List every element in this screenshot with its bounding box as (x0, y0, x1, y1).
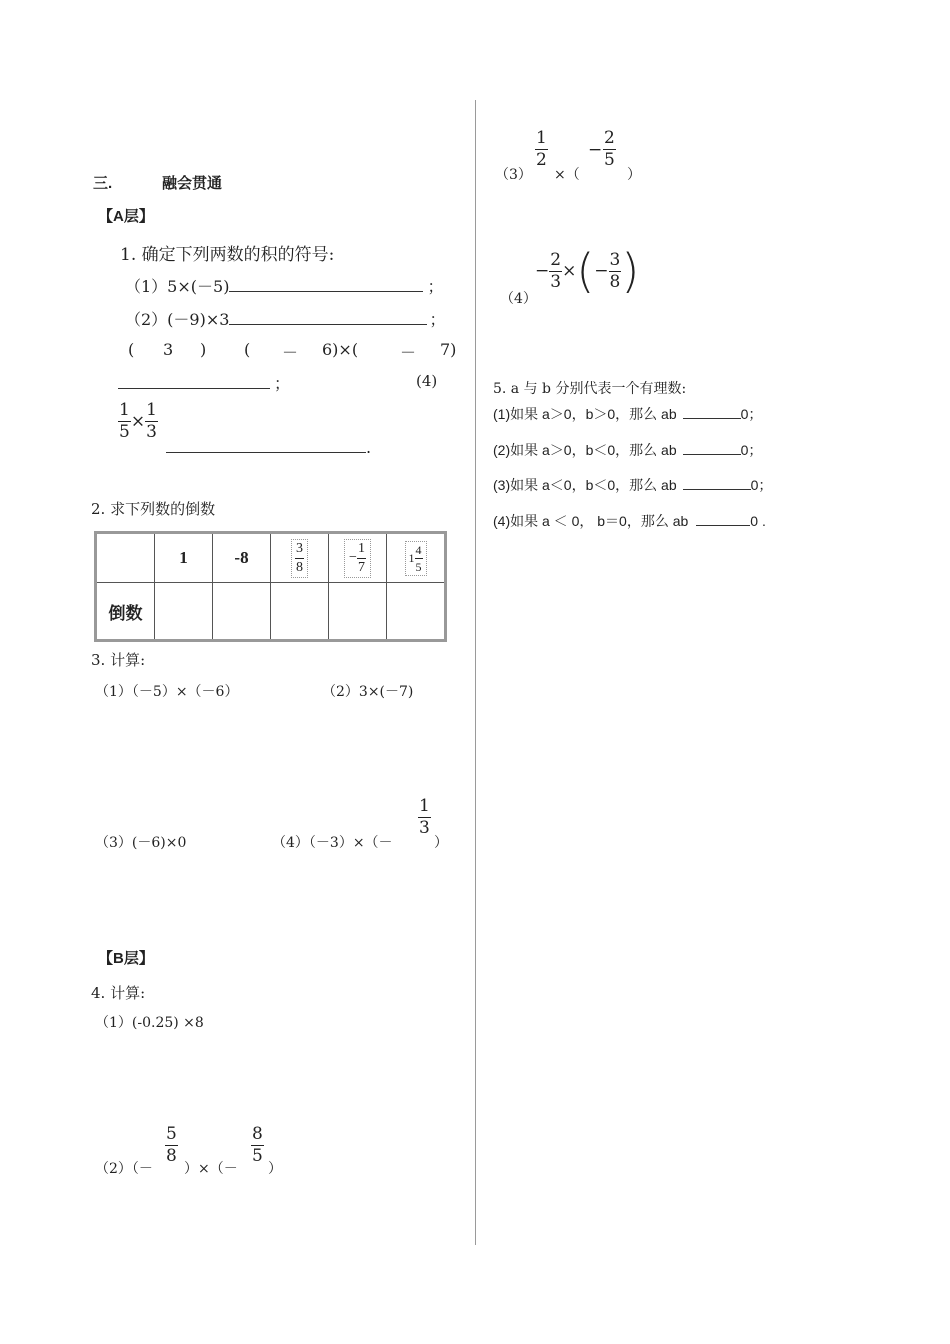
times-sign: × (562, 261, 577, 281)
q5-item-tail: 0 . (750, 513, 766, 529)
q3-title: 3. 计算: (91, 651, 146, 669)
q1-item4-answer (166, 436, 371, 457)
q5-item-text: (1)如果 a＞0，b＞0，那么 ab (493, 406, 677, 422)
q5-item-tail: 0； (750, 477, 773, 493)
q5-item-text: (4)如果 a ＜ 0， b＝0，那么 ab (493, 513, 689, 529)
fraction: $\frac{1}{3}$ (146, 400, 157, 442)
q3-item4: （4）（－3）×（－ (272, 835, 393, 851)
table-cell (387, 533, 446, 583)
table-cell: 1 (155, 533, 213, 583)
column-divider (475, 100, 476, 1245)
semicolon: ； (427, 277, 444, 296)
fraction: $\frac{1}{3}$ (419, 796, 430, 838)
q5-item-text: (3)如果 a＜0，b＜0，那么 ab (493, 477, 677, 493)
q1-item3-p5: 6)×( (322, 340, 359, 359)
answer-blank[interactable] (118, 372, 270, 389)
q4-item4-label: （4） (500, 291, 537, 307)
q4-item3-close: ） (627, 167, 641, 183)
answer-blank[interactable] (696, 509, 750, 526)
layer-b-label: 【B层】 (98, 950, 154, 967)
q2-title: 2. 求下列数的倒数 (91, 500, 216, 518)
answer-cell[interactable] (213, 583, 271, 641)
q4-item2-frac-b (251, 1126, 264, 1165)
paren-open: ( (576, 244, 595, 298)
minus-sign: − (594, 261, 609, 281)
section-title: 融会贯通 (162, 175, 223, 192)
q5-item-3 (493, 473, 772, 495)
q1-item3-p4: － (282, 343, 299, 362)
table-cell (329, 533, 387, 583)
q1-item3-p2: ) (200, 340, 207, 359)
semicolon: ； (429, 310, 446, 329)
fraction-box: − $\frac{1}{7}$ (344, 539, 371, 578)
q4-item4-expr (535, 244, 640, 298)
fraction-box: 1 $\frac{4}{5}$ (405, 541, 427, 576)
minus-sign: − (535, 261, 550, 281)
q1-item3-p3: ( (244, 340, 251, 359)
fraction: $\frac{1}{2}$ (536, 128, 547, 170)
q4-item2-close: ） (268, 1161, 282, 1177)
answer-blank[interactable] (229, 275, 423, 292)
table-cell: -8 (213, 533, 271, 583)
q5-item-2 (493, 438, 762, 460)
q5-item-tail: 0； (740, 406, 763, 422)
fraction: $\frac{5}{8}$ (166, 1124, 177, 1166)
paren-close: ) (621, 244, 640, 298)
q3-item4-close: ） (434, 835, 448, 851)
q1-item4-label: (4) (416, 372, 438, 390)
q5-item-tail: 0； (740, 442, 763, 458)
q4-item2-frac-a (165, 1126, 178, 1165)
q1-item2-text: （2）(－9)×3 (125, 310, 230, 329)
q1-item3-p1: 3 (163, 340, 174, 359)
q1-item1 (125, 274, 443, 297)
table-cell (96, 533, 155, 583)
q1-item1-text: （1）5×(－5) (125, 277, 230, 296)
fraction: $\frac{3}{8}$ (609, 249, 621, 292)
q5-item-4 (493, 509, 766, 531)
table-row-label: 倒数 (96, 583, 155, 641)
q1-title: 1. 确定下列两数的积的符号: (120, 245, 335, 265)
fraction: $\frac{3}{8}$ (291, 539, 308, 578)
fraction: $\frac{8}{5}$ (252, 1124, 263, 1166)
answer-blank[interactable] (683, 473, 751, 490)
q1-item3-p7: 7) (440, 340, 457, 359)
fraction: $\frac{1}{5}$ (119, 400, 130, 442)
q1-item4-expr (118, 402, 158, 441)
q3-item4-frac (418, 798, 431, 837)
q3-item3: （3）(－6)×0 (95, 835, 187, 851)
answer-blank[interactable] (229, 308, 427, 325)
table-row (96, 533, 446, 583)
fraction: $\frac{2}{5}$ (604, 128, 615, 170)
semicolon: ； (274, 374, 291, 393)
q4-item3-label: （3） (495, 167, 532, 183)
q1-item2 (125, 307, 445, 330)
answer-blank[interactable] (683, 402, 741, 419)
answer-blank[interactable] (683, 438, 741, 455)
q4-item2-pre: （2）（－ (95, 1161, 153, 1177)
q1-item3-p6: － (400, 343, 417, 362)
q3-item1: （1）（－5）×（－6） (95, 684, 239, 700)
fraction: $\frac{4}{5}$ (415, 542, 422, 574)
q1-item3-answer (118, 371, 290, 394)
q4-item1: （1）(-0.25) ×8 (95, 1015, 204, 1031)
q4-item3-frac-b (603, 130, 616, 169)
q4-item3-sign: − (588, 140, 603, 160)
table-cell (271, 533, 329, 583)
q5-title: 5. a 与 b 分别代表一个有理数: (493, 381, 687, 397)
q3-item2: （2）3×(－7) (322, 684, 414, 700)
answer-cell[interactable] (155, 583, 213, 641)
answer-cell[interactable] (329, 583, 387, 641)
section-number: 三. (93, 175, 113, 192)
q4-item3-frac-a (535, 130, 548, 169)
fraction: $\frac{1}{7}$ (357, 540, 365, 575)
table-row (96, 583, 446, 641)
q4-item2-mid: ）×（－ (184, 1161, 238, 1177)
answer-cell[interactable] (271, 583, 329, 641)
q4-title: 4. 计算: (91, 984, 146, 1002)
q1-item3-p0: ( (128, 340, 135, 359)
q5-item-text: (2)如果 a＞0，b＜0，那么 ab (493, 442, 677, 458)
fraction: $\frac{2}{3}$ (550, 249, 562, 292)
q4-item3-mid: ×（ (554, 167, 580, 183)
q5-item-1 (493, 402, 762, 424)
period: . (366, 438, 372, 457)
layer-a-label: 【A层】 (98, 208, 154, 225)
times-sign: × (130, 411, 146, 432)
answer-cell[interactable] (387, 583, 446, 641)
reciprocal-table (94, 531, 447, 642)
answer-blank[interactable] (166, 436, 366, 453)
